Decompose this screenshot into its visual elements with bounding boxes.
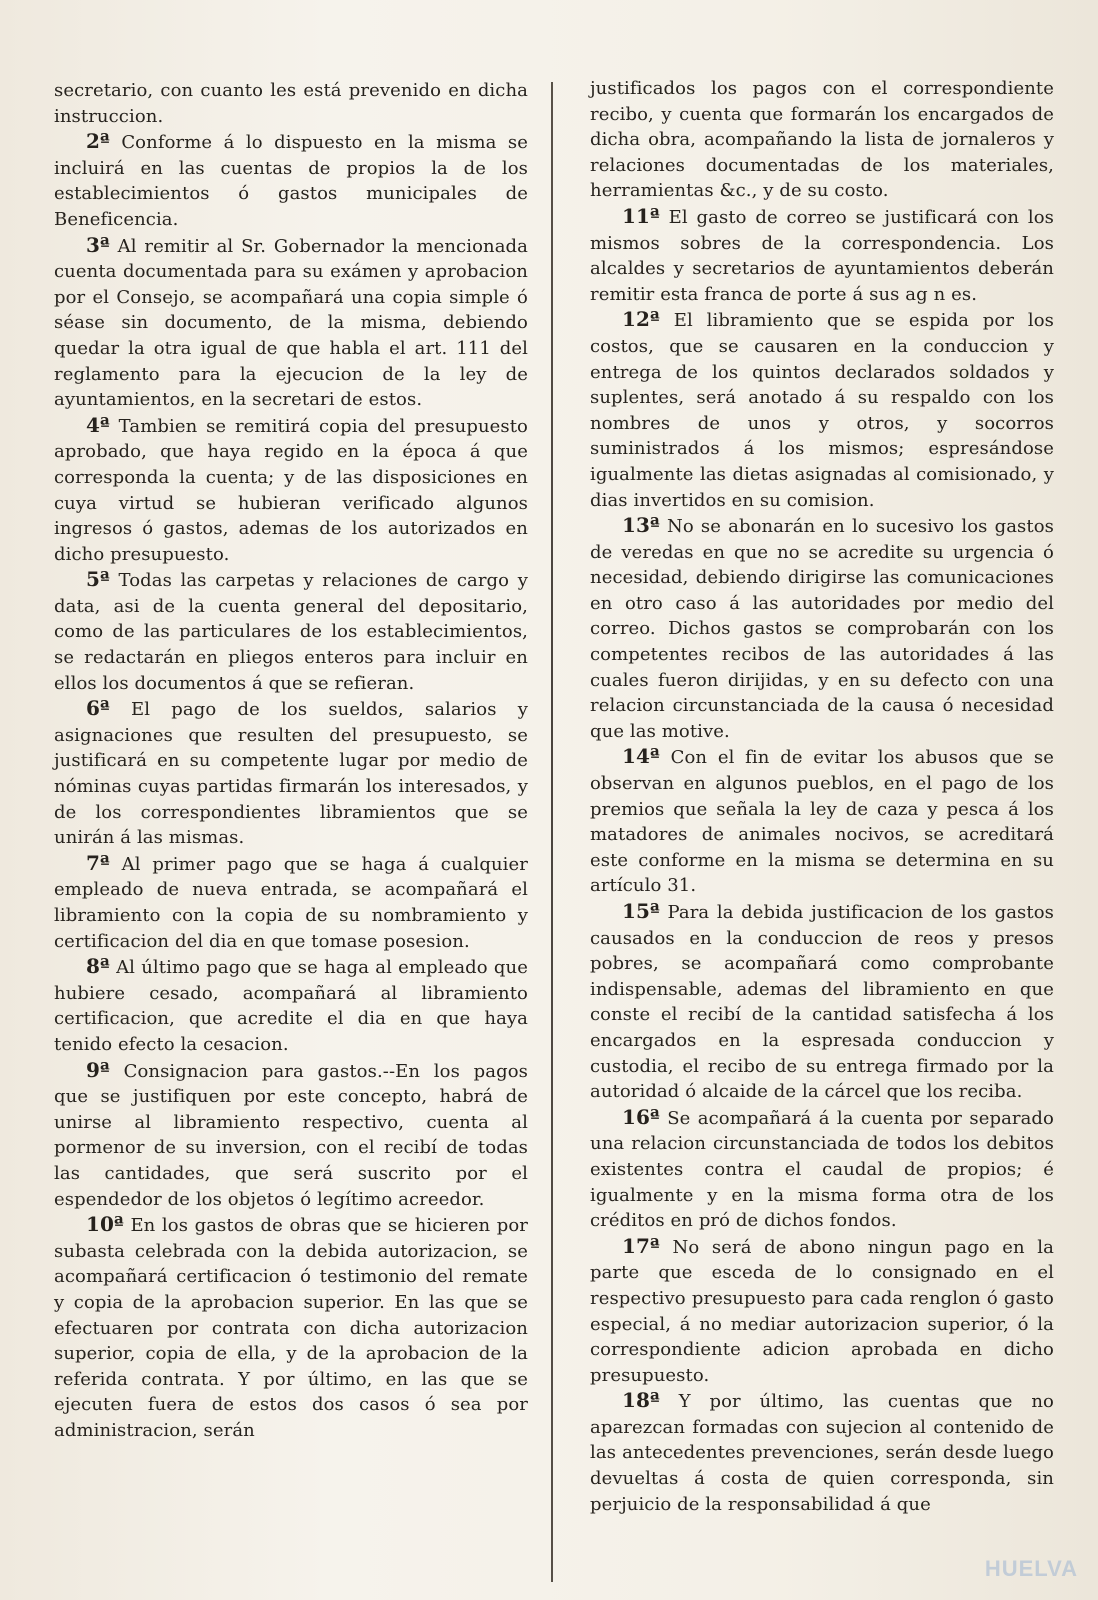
- article-number: 10ª: [86, 1212, 124, 1237]
- article-3: [54, 233, 528, 413]
- article-number: 4ª: [86, 412, 110, 437]
- article-8: [54, 954, 528, 1057]
- article-number: 18ª: [622, 1388, 660, 1413]
- article-number: 3ª: [86, 232, 110, 257]
- article-text: No será de abono ningun pago en la parte que esceda de lo consignado en el respectivo presupuesto para cada renglon ó gasto especial, á no mediar autorizacion superior, ó la correspondiente adicion aprobada en dicho presupuesto.: [590, 1236, 1054, 1386]
- article-2: [54, 129, 528, 232]
- article-14: [590, 744, 1054, 899]
- right-column: [590, 76, 1054, 1517]
- article-16: [590, 1105, 1054, 1234]
- article-text: Para la debida justificacion de los gastos causados en la conduccion de reos y presos pobres, se acompañará como comprobante indispensable, ademas del libramiento en que conste el recibí de la cantidad satisfecha á los encargados en la espresada conduccion y custodia, el recibo de su entrega firmado por la autoridad ó alcaide de la cárcel que los reciba.: [590, 902, 1054, 1103]
- library-watermark: HUELVA: [984, 1556, 1078, 1581]
- article-text: Consignacion para gastos.--En los pagos que se justifiquen por este concepto, habrá de unirse al libramiento respectivo, cuenta al pormenor de su inversion, con el recibí de todas las cantidades, que será suscrito por el espendedor de los objetos ó legítimo acreedor.: [54, 1060, 528, 1210]
- article-text: Se acompañará á la cuenta por separado una relacion circunstanciada de todos los debitos existentes contra el caudal de propios; é igualmente y en la misma forma otra de los créditos en pró de dichos fondos.: [590, 1107, 1054, 1232]
- article-text: Al remitir al Sr. Gobernador la mencionada cuenta documentada para su exámen y aprobacion por el Consejo, se acompañará una copia simple ó séase sin documento, de la misma, debiendo quedar la otra igual de que habla el art. 111 del reglamento para la ejecucion de la ley de ayuntamientos, en la secretari de estos.: [54, 235, 529, 411]
- article-text: Y por último, las cuentas que no aparezcan formadas con sujecion al contenido de las antecedentes prevenciones, serán desde luego devueltas á costa de quien corresponda, sin perjuicio de la responsabilidad á que: [590, 1391, 1054, 1515]
- article-text: Tambien se remitirá copia del presupuesto aprobado, que haya regido en la época á que corresponda la cuenta; y de las disposiciones en cuya virtud se hubieran verificado algunos ingresos ó gastos, ademas de los autorizados en dicho presupuesto.: [54, 415, 528, 565]
- article-7: [54, 851, 528, 954]
- article-text: Con el fin de evitar los abusos que se observan en algunos pueblos, en el pago de los premios que señala la ley de caza y pesca á los matadores de animales nocivos, se acreditará este conforme en la misma se determina en su artículo 31.: [590, 747, 1054, 897]
- article-13: [590, 513, 1054, 744]
- article-text: El libramiento que se espida por los costos, que se causaren en la conduccion y entrega de los quintos declarados soldados y suplentes, será anotado á su respaldo con los nombres de unos y otros, y socorros suministrados á los mismos; espresándose igualmente las dietas asignadas al comisionado, y dias invertidos en su comision.: [590, 310, 1054, 511]
- article-number: 12ª: [622, 307, 660, 332]
- article-4: [54, 413, 528, 568]
- article-number: 9ª: [86, 1057, 110, 1082]
- article-text: Conforme á lo dispuesto en la misma se incluirá en las cuentas de propios la de los establecimientos ó gastos municipales de Beneficencia.: [54, 132, 528, 230]
- column-divider: [551, 82, 553, 1582]
- article-10: [54, 1212, 528, 1443]
- article-text: Todas las carpetas y relaciones de cargo y data, asi de la cuenta general del depositario, como de las particulares de los establecimientos, se redactarán en pliegos enteros para incluir en ellos los documentos á que se refieran.: [54, 570, 528, 694]
- article-number: 15ª: [622, 899, 660, 923]
- article-6: [54, 696, 528, 851]
- article-number: 17ª: [622, 1233, 660, 1258]
- article-17: [590, 1234, 1054, 1389]
- article-number: 6ª: [86, 696, 110, 721]
- article-text: El gasto de correo se justificará con los mismos sobres de la correspondencia. Los alcaldes y secretarios de ayuntamientos deberán remitir esta franca de porte á sus ag n es.: [590, 206, 1054, 305]
- article-text: En los gastos de obras que se hicieren por subasta celebrada con la debida autorizacion, se acompañará certificacion ó testimonio del remate y copia de la aprobacion superior. En las que se efectuaren por contrata con dicha autorizacion superior, copia de ella, y de la aprobacion de la referida contrata. Y por último, en las que se ejecuten fuera de estos dos casos ó sea por administracion, serán: [54, 1215, 528, 1441]
- article-number: 5ª: [86, 567, 110, 592]
- article-5: [54, 567, 528, 696]
- article-number: 2ª: [86, 129, 110, 154]
- article-12: [590, 307, 1054, 513]
- article-number: 7ª: [86, 850, 110, 875]
- left-continuation: secretario, con cuanto les está prevenido en dicha instruccion.: [54, 80, 528, 127]
- article-number: 13ª: [622, 513, 660, 538]
- article-number: 16ª: [622, 1104, 660, 1129]
- article-15: [590, 899, 1054, 1105]
- article-18: [590, 1388, 1054, 1517]
- right-continuation: justificados los pagos con el correspondiente recibo, y cuenta que formarán los encargados de dicha obra, acompañando la lista de jornaleros y relaciones documentadas de los materiales, herramientas &c., y de su costo.: [590, 78, 1054, 202]
- article-text: No se abonarán en lo sucesivo los gastos de veredas en que no se acredite su urgencia ó necesidad, debiendo dirigirse las comunicaciones en otro caso á las autoridades por medio del correo. Dichos gastos se comprobarán con los competentes recibos de las autoridades á las cuales fueron dirijidas, y en su defecto con una relacion circunstanciada de la causa ó necesidad que las motive.: [590, 516, 1054, 742]
- article-text: El pago de los sueldos, salarios y asignaciones que resulten del presupuesto, se justificará en su competente lugar por medio de nóminas cuyas partidas firmarán los interesados, y de los correspondientes libramientos que se unirán á las mismas.: [54, 699, 528, 849]
- article-11: [590, 204, 1054, 307]
- article-number: 11ª: [622, 203, 660, 228]
- article-9: [54, 1058, 528, 1213]
- left-column: [54, 78, 528, 1443]
- article-text: Al primer pago que se haga á cualquier empleado de nueva entrada, se acompañará el libramiento con la copia de su nombramiento y certificacion del dia en que tomase posesion.: [54, 853, 528, 952]
- article-number: 14ª: [622, 744, 660, 769]
- article-text: Al último pago que se haga al empleado que hubiere cesado, acompañará al libramiento certificacion, que acredite el dia en que haya tenido efecto la cesacion.: [54, 957, 528, 1055]
- article-number: 8ª: [86, 954, 110, 979]
